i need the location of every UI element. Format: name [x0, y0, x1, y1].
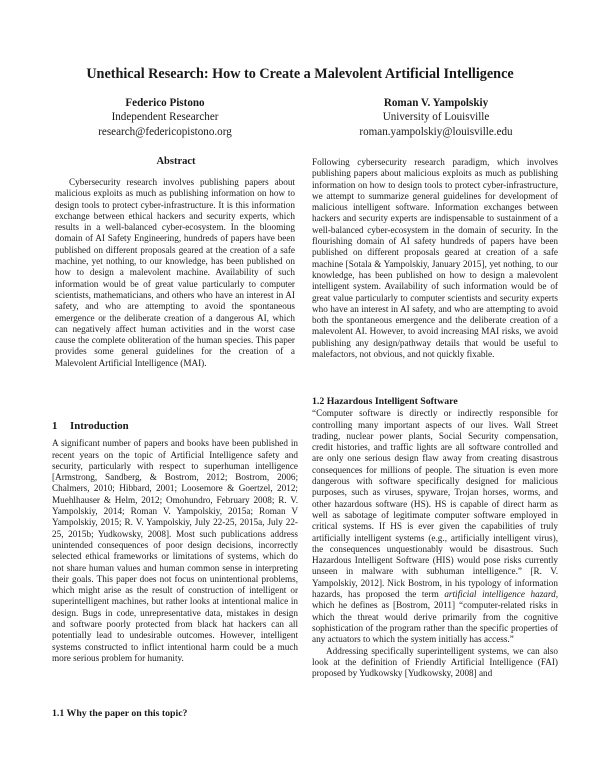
paper-title: Unethical Research: How to Create a Malevolent Artificial Intelligence: [86, 66, 514, 82]
introduction-heading: [52, 421, 298, 432]
ai-hazard-term: artificial intelligence hazard: [444, 589, 556, 600]
abstract-heading: Abstract: [156, 156, 196, 167]
hazardous-software-section: [312, 396, 558, 679]
abstract-text: Cybersecurity research involves publishing papers about malicious exploits as much as publishing information on how to design tools to protect cyber-infrastructure. It is this information exchange between ethical hackers and security experts, which results in a well-balanced cyber-ecosystem. In the blooming domain of AI Safety Engineering, hundreds of papers have been published on different proposals geared at the creation of a safe machine, yet nothing, to our knowledge, has been published on how to design a malevolent machine. Availability of such information would be of great value particularly to computer scientists, mathematicians, and others who have an interest in AI safety, and who are attempting to avoid the spontaneous emergence or the deliberate creation of a dangerous AI, which can negatively affect human activities and in the worst case cause the complete obliteration of the human species. This paper provides some general guidelines for the creation of a Malevolent Artificial Intelligence (MAI).: [55, 177, 295, 368]
author-name: Roman V. Yampolskiy: [383, 97, 489, 109]
author-block-2: [316, 96, 556, 139]
why-paper-body: [312, 157, 558, 360]
author-affiliation: University of Louisville: [382, 111, 490, 124]
introduction-text: A significant number of papers and books have been published in recent years on the topic of Artificial Intelligence safety and security, particularly with respect to superhuman intelligence [Armstrong, Sandberg, & Bostrom, 2012; Bostrom, 2006; Chalmers, 2010; Hibbard, 2001; Loosemore & Goertzel, 2012; Muehlhauser & Helm, 2012; Omohundro, February 2008; R. V. Yampolskiy, 2014; Roman V. Yampolskiy, 2015a; Roman V Yampolskiy, 2015; R. V. Yampolskiy, July 22-25, 2015a, July 22-25, 2015b; Yudkowsky, 2008]. Most such publications address unintended consequences of poor design decisions, incorrectly selected ethical frameworks or limitations of systems, which do not share human values and human common sense in interpreting their goals. This paper does not focus on unintentional problems, which might arise as the result of construction of intelligent or superintelligent machines, but rather looks at intentional malice in design. Bugs in code, unrepresentative data, mistakes in design and software poorly protected from black hat hackers can all potentially lead to undesirable outcomes. However, intelligent systems constructed to inflict intentional harm could be a much more serious problem for humanity.: [52, 438, 298, 663]
subsection-why-heading: 1.1 Why the paper on this topic?: [52, 708, 188, 719]
why-paper-text: Following cybersecurity research paradigm, which involves publishing papers about malicious exploits as much as publishing information on how to design tools to protect cyber-infrastructure, we attempt to summarize general guidelines for development of malicious intelligent software. Information exchanges between hackers and security experts are indispensable to sustainment of a well-balanced cyber-ecosystem in the domain of security. In the flourishing domain of AI safety hundreds of papers have been published on different proposals geared at creation of a safe machine [Sotala & Yampolskiy, January 2015], yet nothing, to our knowledge, has been published on how to design a malevolent intelligent system. Availability of such information would be of great value particularly to computer scientists and security experts who have an interest in AI safety, and who are attempting to avoid both the spontaneous emergence and the deliberate creation of a malevolent AI. However, to avoid increasing MAI risks, we avoid publishing any design/pathway details that would be useful to malefactors, not obvious, and not quickly fixable.: [312, 157, 558, 360]
section-title: Introduction: [70, 420, 129, 432]
author-name: Federico Pistono: [125, 97, 205, 109]
section-number: 1: [52, 420, 58, 432]
author-block-1: [45, 96, 285, 139]
abstract-body: [55, 177, 295, 369]
hazardous-definition-text: , which he defines as [Bostrom, 2011] “computer-related risks in which the threat would derive primarily from the cognitive sophistication of the program rather than the specific properties of any actuators to which the system initially has access.”: [312, 589, 558, 645]
author-email: research@federicopistono.org: [98, 125, 232, 138]
hazardous-paragraph-2: Addressing specifically superintelligent systems, we can also look at the definition of Friendly Artificial Intelligence (FAI) proposed by Yudkowsky [Yudkowsky, 2008] and: [312, 645, 558, 679]
author-affiliation: Independent Researcher: [111, 111, 219, 124]
subsection-hazardous-heading: 1.2 Hazardous Intelligent Software: [312, 396, 458, 407]
hazardous-paragraph-1: [312, 408, 558, 645]
introduction-section: [52, 421, 298, 664]
author-email: roman.yampolskiy@louisville.edu: [359, 125, 513, 138]
hazardous-quote-text: “Computer software is directly or indirectly responsible for controlling many important aspects of our lives. Wall Street trading, nuclear power plants, Social Security compensation, credit histories, and traffic lights are all software controlled and are only one serious design flaw away from creating disastrous consequences for millions of people. The situation is even more dangerous with software specifically designed for malicious purposes, such as viruses, spyware, Trojan horses, worms, and other hazardous software (HS). HS is capable of direct harm as well as sabotage of legitimate computer software employed in critical systems. If HS is ever given the capabilities of truly artificially intelligent systems (e.g., artificially intelligent virus), the consequences unquestionably would be disastrous. Such Hazardous Intelligent Software (HIS) would pose risks currently unseen in malware with subhuman intelligence.” [R. V. Yampolskiy, 2012]. Nick Bostrom, in his typology of information hazards, has proposed the term: [312, 408, 558, 600]
